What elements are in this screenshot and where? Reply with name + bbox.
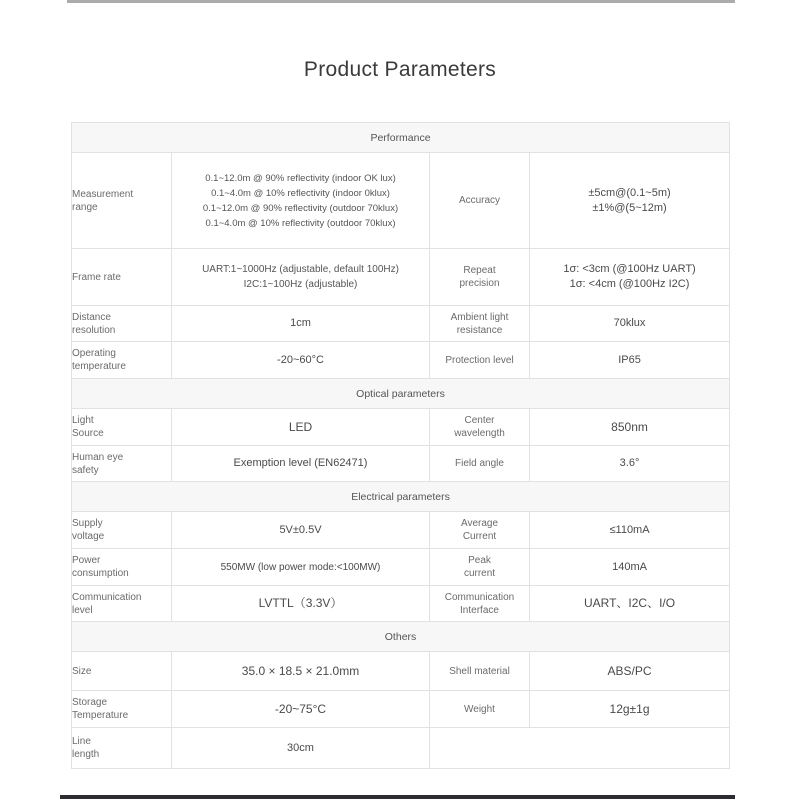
- param-value-line: 0.1~12.0m @ 90% reflectivity (indoor OK lux): [205, 172, 396, 184]
- param-value: LVTTL（3.3V）: [172, 586, 430, 622]
- param-label-line: Human eye: [72, 451, 124, 463]
- param-label: [430, 249, 530, 306]
- param-label-line: voltage: [72, 531, 105, 542]
- param-value: LED: [172, 409, 430, 446]
- empty-cell: [430, 728, 730, 769]
- param-value: 140mA: [530, 549, 730, 586]
- table-row: [72, 446, 730, 482]
- param-label-line: precision: [459, 278, 500, 289]
- param-label-line: Operating: [72, 348, 116, 359]
- param-value-line: ±1%@(5~12m): [592, 201, 667, 214]
- param-label-line: length: [72, 749, 100, 760]
- param-label: Weight: [430, 691, 530, 728]
- table-row: [72, 153, 730, 249]
- param-label-line: range: [72, 201, 98, 213]
- param-label-line: current: [463, 568, 496, 579]
- param-label-line: Communication: [72, 591, 142, 603]
- param-value: 70klux: [530, 306, 730, 342]
- param-label-line: wavelength: [454, 428, 505, 439]
- param-label: [430, 306, 530, 342]
- param-label: [430, 549, 530, 586]
- image-crop-edge-top: [67, 0, 735, 3]
- param-value: Exemption level (EN62471): [172, 446, 430, 482]
- section-header: Electrical parameters: [72, 482, 730, 512]
- table-row: [72, 306, 730, 342]
- section-header-row: [72, 622, 730, 652]
- table-row: [72, 342, 730, 379]
- param-value: 5V±0.5V: [172, 512, 430, 549]
- param-label-line: Line: [72, 736, 91, 747]
- spec-table: [71, 122, 730, 769]
- section-header-row: [72, 482, 730, 512]
- table-row: [72, 512, 730, 549]
- param-value: 550MW (low power mode:<100MW): [172, 549, 430, 586]
- param-value: -20~75°C: [172, 691, 430, 728]
- param-label: Accuracy: [430, 153, 530, 249]
- param-value: 1cm: [172, 306, 430, 342]
- table-row: [72, 728, 730, 769]
- table-row: [72, 409, 730, 446]
- param-label-line: resolution: [72, 324, 116, 336]
- param-value-line: 1σ: <3cm (@100Hz UART): [563, 263, 696, 275]
- param-value-line: 0.1~12.0m @ 90% reflectivity (outdoor 70klux): [202, 202, 399, 214]
- param-label: [72, 691, 172, 728]
- param-label-line: Light: [72, 415, 94, 426]
- param-value-line: ±5cm@(0.1~5m): [588, 186, 671, 199]
- param-value-line: I2C:1~100Hz (adjustable): [243, 279, 358, 290]
- param-label-line: Current: [462, 531, 497, 542]
- param-label-line: Communication: [444, 591, 515, 603]
- param-label-line: Measurement: [72, 188, 134, 200]
- param-value: UART、I2C、I/O: [530, 586, 730, 622]
- param-label: [72, 342, 172, 379]
- param-label-line: Temperature: [72, 710, 129, 721]
- param-label: [430, 512, 530, 549]
- section-header-row: [72, 123, 730, 153]
- param-value: ABS/PC: [530, 652, 730, 691]
- param-value-line: 1σ: <4cm (@100Hz I2C): [569, 278, 690, 290]
- param-label-line: Supply: [72, 518, 103, 529]
- param-label-line: consumption: [72, 568, 129, 579]
- section-header: Others: [72, 622, 730, 652]
- param-label: [72, 409, 172, 446]
- param-value: [172, 153, 430, 249]
- param-label-line: Power: [72, 555, 101, 566]
- param-label-line: Average: [460, 518, 499, 529]
- section-header: Optical parameters: [72, 379, 730, 409]
- param-label: [72, 586, 172, 622]
- param-label: [430, 409, 530, 446]
- param-label-line: resistance: [456, 324, 503, 336]
- param-label: [72, 512, 172, 549]
- param-value-line: 0.1~4.0m @ 10% reflectivity (indoor 0klux): [211, 187, 390, 199]
- param-label-line: safety: [72, 464, 99, 476]
- param-label: [72, 306, 172, 342]
- param-label: [72, 446, 172, 482]
- param-label-line: Source: [72, 428, 104, 439]
- param-value-line: 0.1~4.0m @ 10% reflectivity (outdoor 70klux): [205, 217, 396, 229]
- product-parameters-table: [71, 122, 730, 769]
- param-label-line: Peak: [468, 555, 491, 566]
- param-value: 12g±1g: [530, 691, 730, 728]
- param-label: Frame rate: [72, 249, 172, 306]
- param-label-line: Storage: [72, 697, 108, 708]
- param-value: ≤110mA: [530, 512, 730, 549]
- table-row: [72, 586, 730, 622]
- param-label-line: Ambient light: [450, 311, 509, 323]
- param-value: [530, 153, 730, 249]
- param-label: Shell material: [430, 652, 530, 691]
- image-crop-edge-bottom: [60, 795, 735, 799]
- param-label: [72, 728, 172, 769]
- param-label: [72, 549, 172, 586]
- param-value: IP65: [530, 342, 730, 379]
- table-row: [72, 249, 730, 306]
- param-label-line: temperature: [72, 361, 126, 372]
- param-label-line: level: [72, 604, 93, 616]
- param-label: Size: [72, 652, 172, 691]
- table-row: [72, 652, 730, 691]
- param-label: Field angle: [430, 446, 530, 482]
- param-label-line: Center: [464, 415, 495, 426]
- param-value: -20~60°C: [172, 342, 430, 379]
- param-value: 35.0 × 18.5 × 21.0mm: [172, 652, 430, 691]
- page-title: Product Parameters: [303, 58, 497, 81]
- param-value: 30cm: [172, 728, 430, 769]
- table-row: [72, 549, 730, 586]
- param-value: 3.6°: [530, 446, 730, 482]
- section-header-row: [72, 379, 730, 409]
- param-label: Protection level: [430, 342, 530, 379]
- param-label-line: Distance: [72, 311, 111, 323]
- param-value-line: UART:1~1000Hz (adjustable, default 100Hz): [202, 264, 399, 275]
- section-header: Performance: [72, 123, 730, 153]
- param-value: [530, 249, 730, 306]
- param-value: 850nm: [530, 409, 730, 446]
- param-label: [72, 153, 172, 249]
- param-label: [430, 586, 530, 622]
- param-label-line: Repeat: [463, 265, 496, 276]
- table-row: [72, 691, 730, 728]
- param-value: [172, 249, 430, 306]
- param-label-line: Interface: [460, 604, 499, 616]
